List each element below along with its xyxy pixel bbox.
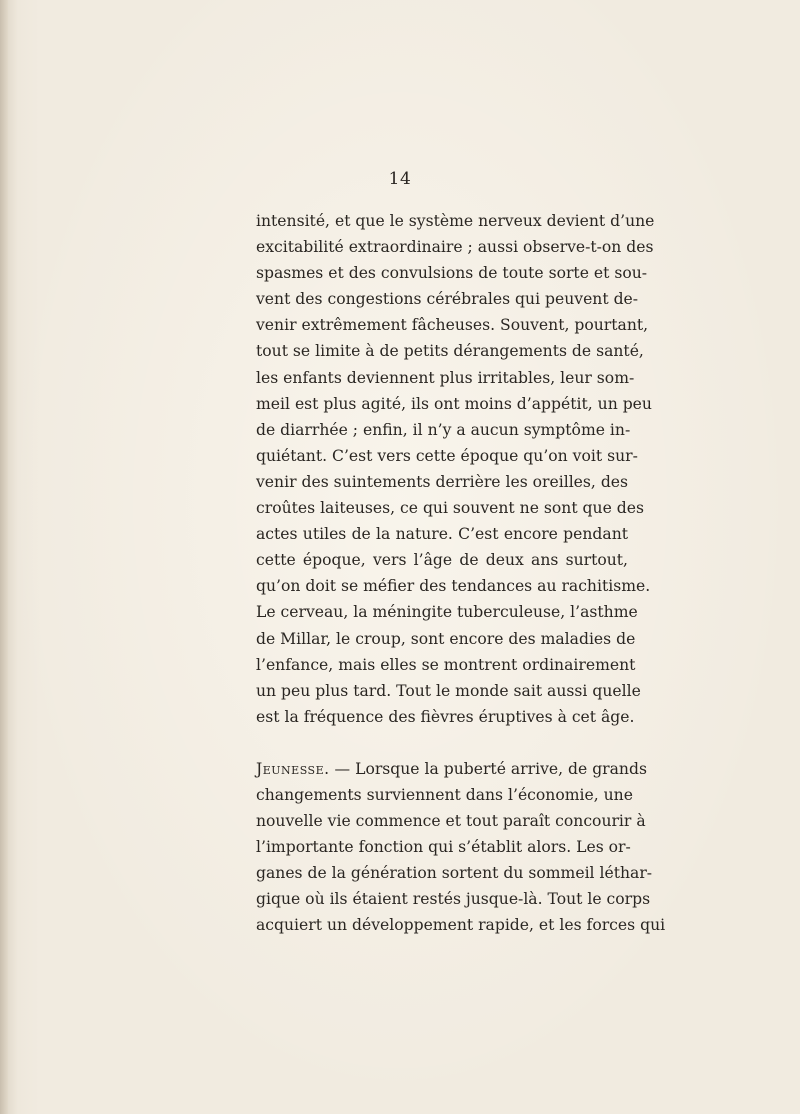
text-line: cette époque, vers l’âge de deux ans surtout, <box>256 551 628 570</box>
text-line: qu’on doit se méfier des tendances au rachitisme. <box>256 577 651 596</box>
text-line: les enfants deviennent plus irritables, leur som- <box>256 368 635 387</box>
text-line-with-heading <box>256 756 647 782</box>
text-line: meil est plus agité, ils ont moins d’appétit, un peu <box>256 394 652 413</box>
page-number: 14 <box>388 169 412 189</box>
text-line: ganes de la génération sortent du sommeil léthar- <box>256 864 653 883</box>
text-line: l’importante fonction qui s’établit alors. Les or- <box>256 838 631 857</box>
paragraph-youth <box>256 756 666 939</box>
text-fragment: — Lorsque la puberté arrive, de grands <box>329 759 647 778</box>
text-line: de diarrhée ; enfin, il n’y a aucun symptôme in- <box>256 420 631 439</box>
text-line: excitabilité extraordinaire ; aussi observe-t-on des <box>256 238 654 257</box>
text-line: changements surviennent dans l’économie, une <box>256 785 633 804</box>
text-line: tout se limite à de petits dérangements de santé, <box>256 342 644 361</box>
body-text <box>256 208 666 939</box>
text-line: quiétant. C’est vers cette époque qu’on voit sur- <box>256 446 638 465</box>
text-line: spasmes et des convulsions de toute sorte et sou- <box>256 264 648 283</box>
page-binding-edge <box>0 0 8 1114</box>
text-line: venir des suintements derrière les oreilles, des <box>256 472 629 491</box>
text-line: de Millar, le croup, sont encore des maladies de <box>256 629 636 648</box>
text-line: est la fréquence des fièvres éruptives à cet âge. <box>256 707 635 726</box>
text-line: acquiert un développement rapide, et les forces qui <box>256 916 666 935</box>
text-line: croûtes laiteuses, ce qui souvent ne sont que des <box>256 499 644 518</box>
paragraph-childhood <box>256 208 655 730</box>
paragraph-gap <box>256 730 628 756</box>
text-line: venir extrêmement fâcheuses. Souvent, pourtant, <box>256 316 649 335</box>
text-line: un peu plus tard. Tout le monde sait aussi quelle <box>256 681 641 700</box>
text-line: Le cerveau, la méningite tuberculeuse, l’asthme <box>256 603 638 622</box>
text-line: l’enfance, mais elles se montrent ordinairement <box>256 655 636 674</box>
text-line: gique où ils étaient restés jusque-là. Tout le corps <box>256 890 651 909</box>
text-line: vent des congestions cérébrales qui peuvent de- <box>256 290 639 309</box>
text-line: intensité, et que le système nerveux devient d’une <box>256 212 655 230</box>
text-line: actes utiles de la nature. C’est encore pendant <box>256 525 628 544</box>
text-line: nouvelle vie commence et tout paraît concourir à <box>256 812 646 831</box>
section-heading-jeunesse: Jeunesse. <box>256 759 330 778</box>
